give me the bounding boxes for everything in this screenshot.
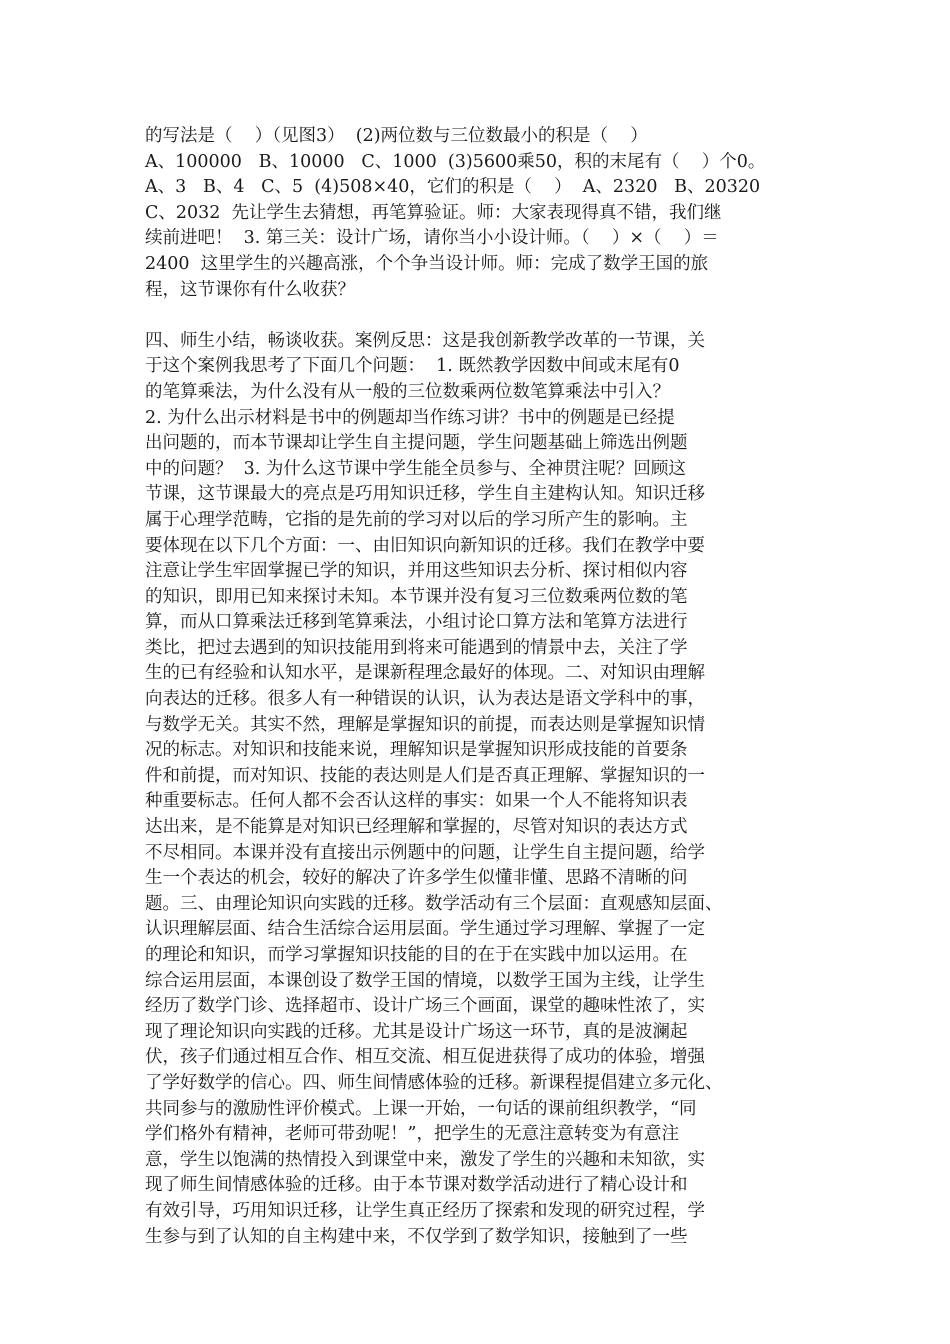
text-line: 节课，这节课最大的亮点是巧用知识迁移，学生自主建构认知。知识迁移 (145, 484, 705, 505)
text-line: 2400 这里学生的兴趣高涨，个个争当设计师。师：完成了数学王国的旅 (145, 253, 709, 274)
text-line: 种重要标志。任何人都不会否认这样的事实：如果一个人不能将知识表 (145, 791, 688, 812)
text-line: 况的标志。对知识和技能来说，理解知识是掌握知识形成技能的首要条 (145, 740, 688, 761)
text-line: 意，学生以饱满的热情投入到课堂中来，激发了学生的兴趣和未知欲，实 (145, 1149, 705, 1170)
text-line: 现了师生间情感体验的迁移。由于本节课对数学活动进行了精心设计和 (145, 1175, 688, 1196)
text-line: 综合运用层面，本课创设了数学王国的情境，以数学王国为主线，让学生 (145, 970, 705, 991)
paragraph-reflection (145, 329, 810, 1250)
text-line: 生的已有经验和认知水平，是课新程理念最好的体现。二、对知识由理解 (145, 663, 705, 684)
text-line: 的笔算乘法，为什么没有从一般的三位数乘两位数笔算乘法中引入？ (145, 381, 670, 402)
text-line: 中的问题？ 3. 为什么这节课中学生能全员参与、全神贯注呢？回顾这 (145, 458, 686, 479)
text-line: C、2032 先让学生去猜想，再笔算验证。师：大家表现得真不错，我们继 (145, 202, 722, 223)
text-line: 共同参与的激励性评价模式。上课一开始，一句话的课前组织教学，“同 (145, 1098, 697, 1119)
text-line: 经历了数学门诊、选择超市、设计广场三个画面，课堂的趣味性浓了，实 (145, 996, 705, 1017)
text-line: 出问题的，而本节课却让学生自主提问题，学生问题基础上筛选出例题 (145, 433, 688, 454)
text-line: 件和前提，而对知识、技能的表达则是人们是否真正理解、掌握知识的一 (145, 765, 705, 786)
text-line: 题。三、由理论知识向实践的迁移。数学活动有三个层面：直观感知层面、 (145, 893, 723, 914)
text-line: 续前进吧！ 3. 第三关：设计广场，请你当小小设计师。（ ）×（ ）＝ (145, 228, 719, 249)
text-line: 生一个表达的机会，较好的解决了许多学生似懂非懂、思路不清晰的问 (145, 868, 688, 889)
text-line: A、3 B、4 C、5 (4)508×40，它们的积是（ ） A、2320 B、20320 (145, 177, 761, 198)
text-line: A、100000 B、10000 C、1000 (3)5600乘50，积的末尾有（ ）个0。 (145, 151, 766, 172)
paragraph-gap (145, 303, 810, 329)
paragraph-exercises (145, 124, 810, 303)
text-line: 认识理解层面、结合生活综合运用层面。学生通过学习理解、掌握了一定 (145, 919, 705, 940)
text-line: 生参与到了认知的自主构建中来，不仅学到了数学知识，接触到了一些 (145, 1226, 688, 1247)
text-line: 现了理论知识向实践的迁移。尤其是设计广场这一环节，真的是波澜起 (145, 1021, 688, 1042)
text-line: 的知识，即用已知来探讨未知。本节课并没有复习三位数乘两位数的笔 (145, 586, 688, 607)
text-line: 学们格外有精神，老师可带劲呢！”，把学生的无意注意转变为有意注 (145, 1124, 679, 1145)
text-line: 四、师生小结，畅谈收获。案例反思：这是我创新教学改革的一节课，关 (145, 330, 705, 351)
text-line: 算，而从口算乘法迁移到笔算乘法，小组讨论口算方法和笔算方法进行 (145, 612, 688, 633)
text-line: 达出来，是不能算是对知识已经理解和掌握的，尽管对知识的表达方式 (145, 817, 688, 838)
text-line: 与数学无关。其实不然，理解是掌握知识的前提，而表达则是掌握知识情 (145, 714, 705, 735)
document-page (145, 124, 810, 1250)
text-line: 属于心理学范畴，它指的是先前的学习对以后的学习所产生的影响。主 (145, 509, 688, 530)
text-line: 有效引导，巧用知识迁移，让学生真正经历了探索和发现的研究过程，学 (145, 1200, 705, 1221)
text-line: 不尽相同。本课并没有直接出示例题中的问题，让学生自主提问题，给学 (145, 842, 705, 863)
text-line: 要体现在以下几个方面：一、由旧知识向新知识的迁移。我们在教学中要 (145, 535, 705, 556)
text-line: 了学好数学的信心。四、师生间情感体验的迁移。新课程提倡建立多元化、 (145, 1072, 723, 1093)
text-line: 类比，把过去遇到的知识技能用到将来可能遇到的情景中去，关注了学 (145, 637, 688, 658)
text-line: 于这个案例我思考了下面几个问题： 1. 既然教学因数中间或末尾有0 (145, 356, 680, 377)
text-line: 2. 为什么出示材料是书中的例题却当作练习讲？书中的例题是已经提 (145, 407, 675, 428)
text-line: 的写法是（ ）（见图3） (2)两位数与三位数最小的积是（ ） (145, 126, 648, 146)
text-line: 注意让学生牢固掌握已学的知识，并用这些知识去分析、探讨相似内容 (145, 561, 688, 582)
text-line: 的理论和知识，而学习掌握知识技能的目的在于在实践中加以运用。在 (145, 945, 688, 965)
text-line: 程，这节课你有什么收获？ (145, 279, 355, 300)
text-line: 伏，孩子们通过相互合作、相互交流、相互促进获得了成功的体验，增强 (145, 1047, 705, 1068)
text-line: 向表达的迁移。很多人有一种错误的认识，认为表达是语文学科中的事， (145, 689, 705, 710)
